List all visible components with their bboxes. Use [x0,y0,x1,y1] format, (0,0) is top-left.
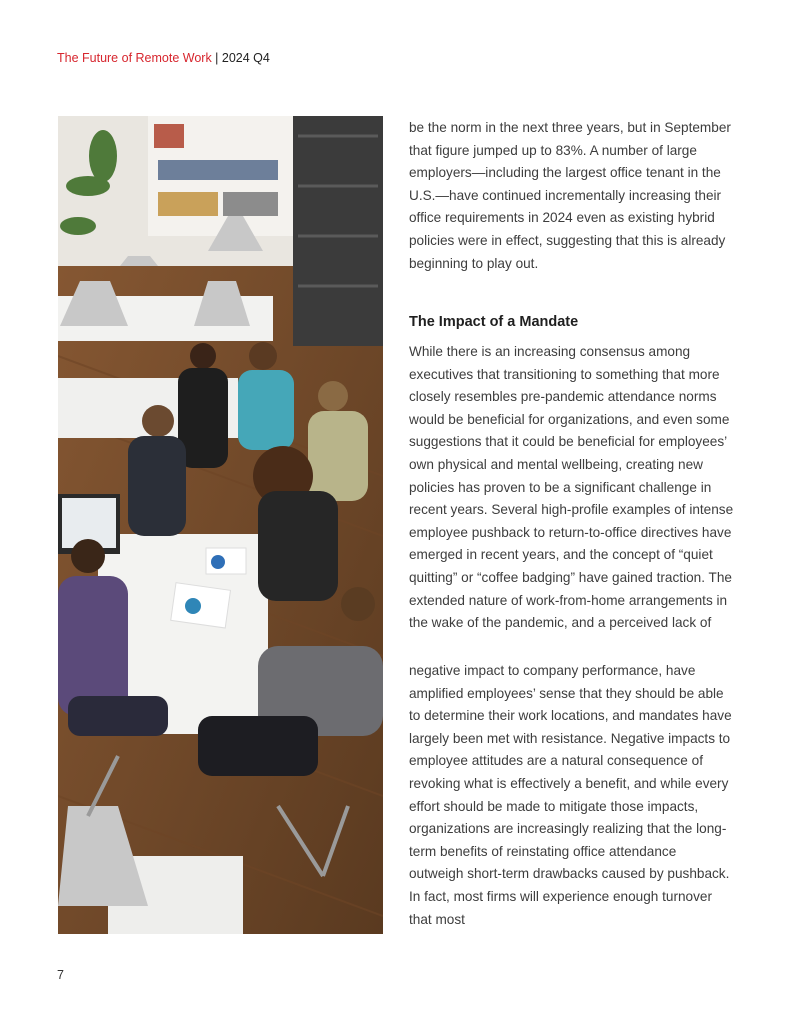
report-title: The Future of Remote Work [57,51,212,65]
section-heading: The Impact of a Mandate [409,314,579,330]
section-paragraph-1 [409,341,734,635]
report-period: 2024 Q4 [221,51,270,65]
photo-illustration [58,116,383,934]
header-separator: | [211,51,222,65]
section-paragraph-1-text: While there is an increasing consensus among executives that transitioning to something that more closely resembles pre-pandemic attendance norms would be beneficial for organizations, and even some suggestions that it could be beneficial for employees’ own physical and mental wellbeing, creating new policies has proven to be a significant challenge in recent years. Several high-profile examples of intense employee pushback to return-to-office directives have emerged in recent years, and the concept of “quiet quitting” or “coffee badging” have gained traction. The extended nature of work-from-home arrangements in the wake of the pandemic, and a perceived lack of [409,344,734,631]
page-number: 7 [57,968,64,982]
continued-paragraph [409,117,734,275]
running-header [57,50,270,66]
office-team-meeting-photo [58,116,383,934]
section-paragraph-2-text: negative impact to company performance, have amplified employees’ sense that they should be able to determine their work locations, and mandates have largely been met with resistance. Negative impacts to employee attitudes are a natural consequence of revoking what is effectively a benefit, and while every effort should be made to mitigate those impacts, organizations are increasingly realizing that the long-term benefits of reinstating office attendance outweigh short-term drawbacks caused by pushback. In fact, most firms will experience enough turnover that most [409,663,732,927]
section-paragraph-2 [409,660,734,931]
continued-paragraph-text: be the norm in the next three years, but in September that figure jumped up to 83%. A number of large employers—including the largest office tenant in the U.S.—have continued incrementally increasing their office requirements in 2024 even as existing hybrid policies were in effect, suggesting that this is already beginning to play out. [409,120,731,271]
